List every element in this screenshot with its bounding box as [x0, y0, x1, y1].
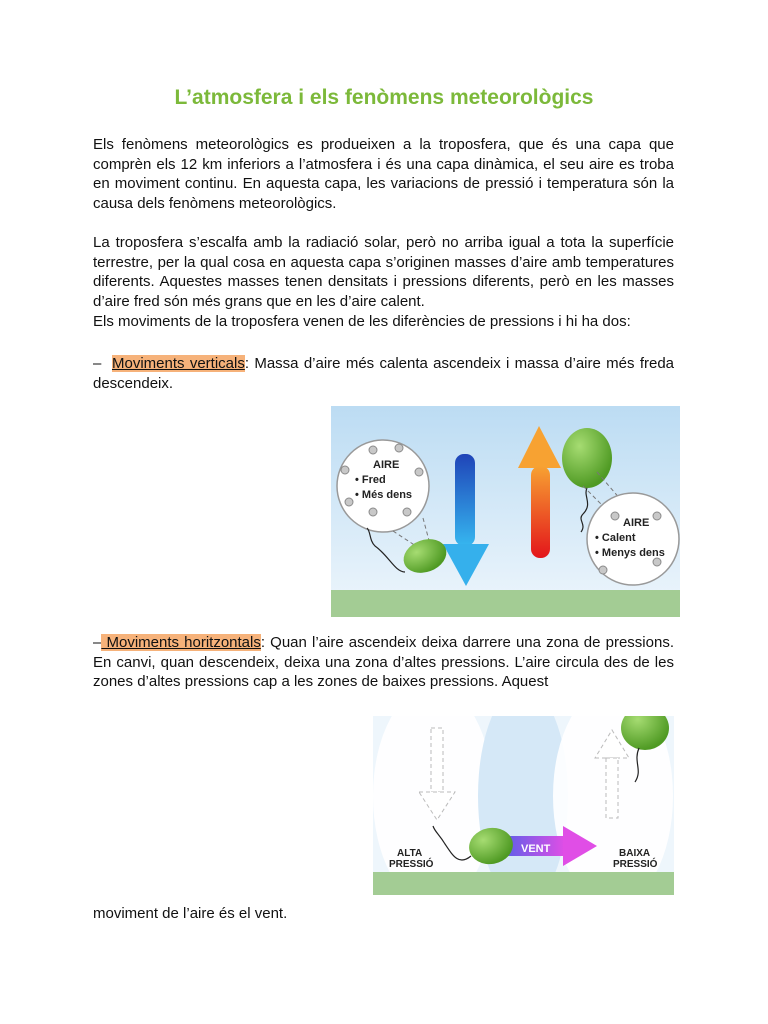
heating-paragraph: La troposfera s’escalfa amb la radiació solar, però no arriba igual a tota la superfície terrestre, per la qual cosa en aquesta capa s’originen masses d’aire amb temperatures diferents. Aquestes masses tenen densitats i pressions diferents, però en les masses d’aire fred són més grans que en les d’aire calent. — [93, 234, 674, 310]
warm-bubble-item: • Menys dens — [595, 547, 665, 559]
list-item-vertical — [93, 354, 674, 393]
closing-line: moviment de l’aire és el vent. — [93, 905, 288, 922]
low-pressure-label: PRESSIÓ — [613, 859, 658, 870]
cold-bubble-item: • Fred — [355, 474, 386, 486]
cold-bubble-heading: AIRE — [373, 459, 400, 471]
list-item-horizontal — [93, 633, 674, 692]
list-dash: – — [93, 634, 102, 651]
wind-label: VENT — [521, 843, 551, 855]
warm-bubble-heading: AIRE — [623, 517, 650, 529]
term-horizontal-movements: Moviments horitzontals — [101, 634, 261, 651]
low-pressure-label: BAIXA — [619, 848, 651, 859]
vertical-movements-figure — [331, 406, 680, 617]
high-pressure-label: PRESSIÓ — [389, 859, 434, 870]
page-title: L’atmosfera i els fenòmens meteorològics — [174, 86, 594, 109]
horizontal-description: : Quan l’aire ascendeix deixa darrere una zona de pressions. En canvi, quan descendeix, deixa una zona d’altes pressions. L’aire circula des de les zones d’altes pressions cap a les zones de baixes pressions. Aquest — [93, 634, 674, 690]
list-dash: – — [93, 355, 102, 372]
warm-bubble-item: • Calent — [595, 532, 636, 544]
ground-strip — [331, 590, 680, 617]
horizontal-movements-figure — [373, 716, 674, 895]
high-pressure-label: ALTA — [397, 848, 423, 859]
movements-intro: Els moviments de la troposfera venen de les diferències de pressions i hi ha dos: — [93, 313, 631, 330]
ground-strip — [373, 872, 674, 895]
vertical-description: : Massa d’aire més calenta ascendeix i massa d’aire més freda descendeix. — [93, 355, 675, 392]
cold-bubble-item: • Més dens — [355, 489, 413, 501]
intro-paragraph: Els fenòmens meteorològics es produeixen a la troposfera, que és una capa que comprèn els 12 km inferiors a l’atmosfera i és una capa dinàmica, el seu aire es troba en moviment continu. En aquesta capa, les variacions de pressió i temperatura són la causa dels fenòmens meteorològics. — [93, 136, 674, 212]
warm-air-bubble — [587, 493, 679, 585]
cold-air-bubble — [337, 440, 429, 532]
term-vertical-movements: Moviments verticals — [111, 355, 245, 372]
